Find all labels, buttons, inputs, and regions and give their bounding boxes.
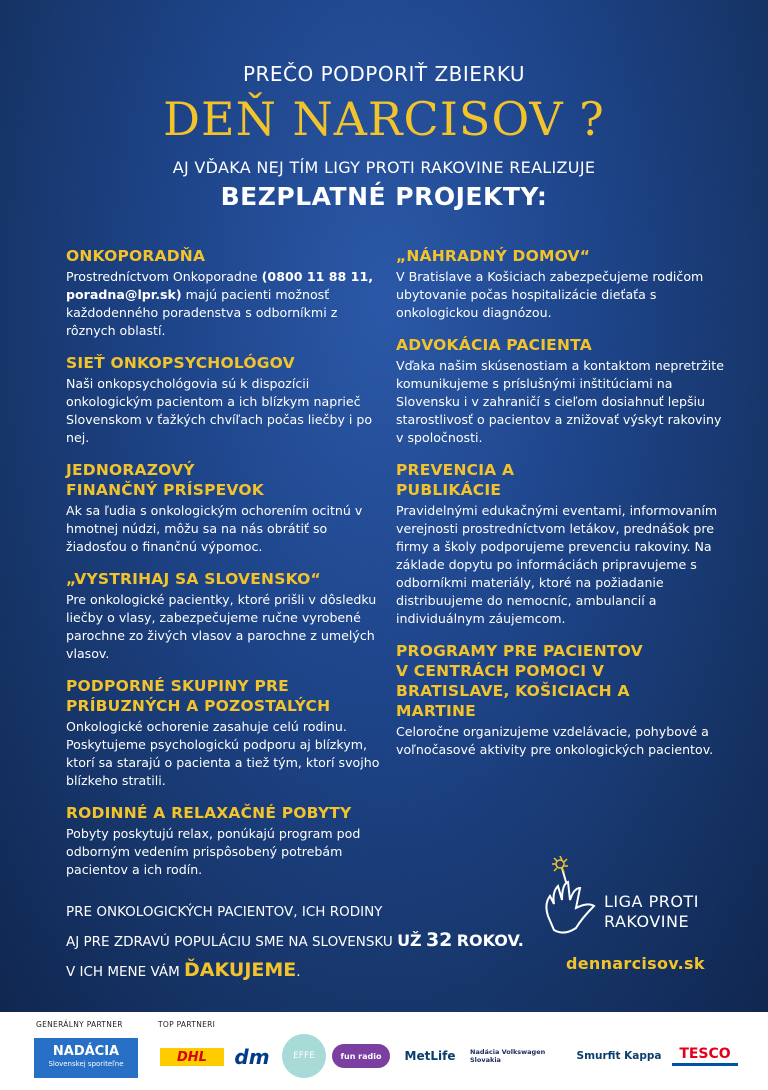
section-text: Pobyty poskytujú relax, ponúkajú program pod odborným vedením prispôsobený potrebám pacientov a ich rodín. [66, 826, 361, 877]
top-partners-label: TOP PARTNERI [158, 1020, 216, 1029]
section-title: ADVOKÁCIA PACIENTA [396, 336, 592, 354]
thanks-footer [66, 898, 524, 986]
section-onkoporadna [66, 246, 386, 340]
section-text: Naši onkopsychológovia sú k dispozícii onkologickým pacientom a ich blízkym naprieč Slovenskom v ťažkých chvíľach počas liečby i po nej. [66, 376, 373, 445]
partner-logo-smurfit[interactable]: Smurfit Kappa [576, 1050, 662, 1062]
section-title: PROGRAMY PRE PACIENTOV V CENTRÁCH POMOCI V BRATISLAVE, KOŠICIACH A MARTINE [396, 642, 643, 720]
section-vystrihaj [66, 569, 386, 663]
partners-bar [0, 1012, 768, 1090]
section-onkopsychologovia [66, 353, 386, 447]
left-column [66, 246, 386, 892]
section-text: Pre onkologické pacientky, ktoré prišli v dôsledku liečby o vlasy, zabezpečujeme ručne vyrobené parochne zo živých vlasov a parochne z umelých vlasov. [66, 592, 377, 661]
section-title: „VYSTRIHAJ SA SLOVENSKO“ [66, 570, 321, 588]
section-pobyty [66, 803, 386, 879]
section-title: RODINNÉ A RELAXAČNÉ POBYTY [66, 804, 352, 822]
brand-name: LIGA PROTI RAKOVINE [604, 892, 699, 931]
footer-line-3: V ICH MENE VÁM ĎAKUJEME. [66, 959, 301, 981]
footer-line-1: PRE ONKOLOGICKÝCH PACIENTOV, ICH RODINY [66, 904, 383, 920]
section-prevencia [396, 460, 726, 628]
section-nahradny-domov [396, 246, 726, 322]
section-text: Onkologické ochorenie zasahuje celú rodinu. Poskytujeme psychologickú podporu aj blízkym, ktorí sa starajú o pacienta a tiež tým, ktorí svojho blízkeho stratili. [66, 719, 380, 788]
header-projects: BEZPLATNÉ PROJEKTY: [220, 182, 548, 211]
section-title: PODPORNÉ SKUPINY PRE PRÍBUZNÝCH A POZOSTALÝCH [66, 677, 331, 715]
section-text: V Bratislave a Košiciach zabezpečujeme rodičom ubytovanie počas hospitalizácie dieťaťa s onkologickou diagnózou. [396, 269, 704, 320]
partner-logo-funradio[interactable]: fun radio [332, 1044, 390, 1068]
partner-logo-dm[interactable]: dm [234, 1045, 270, 1069]
years-count: 32 [425, 929, 453, 951]
general-partner-label: GENERÁLNY PARTNER [36, 1020, 123, 1029]
header-title: DEŇ NARCISOV ? [163, 92, 605, 146]
section-text: Pravidelnými edukačnými eventami, informovaním verejnosti prostredníctvom letákov, prednášok pre firmy a školy podporujeme prevenciu rakoviny. Na základe dopytu po informáciách pripravujeme s odborníkmi materiály, ktoré na požiadanie distribuujeme do nemocníc, ambulancií a individuálnym záujemcom. [396, 503, 718, 626]
section-text: Celoročne organizujeme vzdelávacie, pohybové a voľnočasové aktivity pre onkologických pacientov. [396, 724, 714, 757]
partner-logo-metlife[interactable]: MetLife [404, 1049, 456, 1063]
section-text: Vďaka našim skúsenostiam a kontaktom nepretržite komunikujeme s príslušnými inštitúciami na Slovensku i v zahraničí s cieľom dosiahnuť lepšiu starostlivosť o pacientov a znižovať výskyt rakoviny v spoločnosti. [396, 358, 724, 445]
partner-logo-vw[interactable]: Nadácia Volkswagen Slovakia [470, 1048, 546, 1064]
section-title: SIEŤ ONKOPSYCHOLÓGOV [66, 354, 295, 372]
section-title: „NÁHRADNÝ DOMOV“ [396, 247, 591, 265]
section-text: Ak sa ľudia s onkologickým ochorením ocitnú v hmotnej núdzi, môžu sa na nás obrátiť so žiadosťou o finančnú výpomoc. [66, 503, 363, 554]
section-text: Prostredníctvom Onkoporadne (0800 11 88 11, poradna@lpr.sk) majú pacienti možnosť každodenného poradenstva s odborníkmi z rôznych oblastí. [66, 269, 373, 338]
header-subtitle: AJ VĎAKA NEJ TÍM LIGY PROTI RAKOVINE REALIZUJE [172, 158, 596, 177]
partner-logo-effe[interactable]: EFFE [282, 1034, 326, 1078]
section-podporne-skupiny [66, 676, 386, 790]
contact-info: (0800 11 88 11, poradna@lpr.sk) [66, 269, 373, 302]
website-link[interactable]: dennarcisov.sk [566, 954, 705, 973]
section-programy [396, 641, 726, 759]
footer-line-2: AJ PRE ZDRAVÚ POPULÁCIU SME NA SLOVENSKU UŽ 32 ROKOV. [66, 929, 524, 951]
section-financny-prispevok [66, 460, 386, 556]
partner-logo-dhl[interactable]: DHL [160, 1048, 224, 1066]
section-title: ONKOPORADŇA [66, 247, 206, 265]
partner-logo-nadacia-slsp[interactable]: NADÁCIA Slovenskej sporiteľne [34, 1038, 138, 1078]
section-advokacia [396, 335, 726, 447]
partner-logo-tesco[interactable]: TESCO [672, 1044, 738, 1066]
right-column [396, 246, 726, 772]
section-title: PREVENCIA A PUBLIKÁCIE [396, 461, 515, 499]
header-pre: PREČO PODPORIŤ ZBIERKU [242, 62, 526, 86]
section-title: JEDNORAZOVÝ FINANČNÝ PRÍSPEVOK [66, 461, 264, 499]
thanks-word: ĎAKUJEME [184, 959, 297, 981]
